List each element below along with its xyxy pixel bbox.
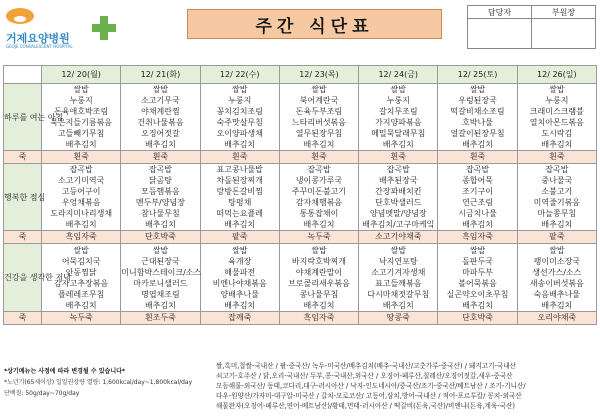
- dish: 마카로니샐러드: [133, 278, 188, 288]
- hospital-logo: [4, 6, 122, 50]
- dinner-menu-cell: [200, 244, 279, 312]
- dish: 쌀밥: [390, 245, 406, 255]
- porridge-item: 흰조두죽: [121, 312, 200, 325]
- dinner-menu-cell: [121, 244, 200, 312]
- origin-line: 쌀,흑미,찹쌀-국내산 / 팥-중국산/ 녹두-미국산/배추김치(배추-국내산/고춧가루-중국산) / 돼지고기-국내산: [216, 362, 516, 370]
- dish: 마파두부: [462, 267, 493, 277]
- dish: 얼갈이된장무침: [450, 129, 505, 138]
- origin-line: 다우-원양산/가자미-대구알-미국산 / 갈치-모로코산/ 고등어,삼치,방어-국내산 / 적어-포르투칼/ 꽁치-외국산: [216, 392, 522, 400]
- dinner-menu-cell: [279, 244, 358, 312]
- dish: 야채계란말이: [295, 267, 343, 277]
- approval-box: [467, 5, 596, 49]
- dish: 실곤약오이초무침: [446, 289, 509, 299]
- logo-name: 거제요양병원: [6, 32, 70, 45]
- dish: 중나물국: [541, 176, 573, 185]
- porridge-item: 팥죽: [517, 231, 596, 244]
- dish: 오이양파생채: [216, 129, 263, 138]
- porridge-item: 녹두죽: [279, 231, 358, 244]
- dish: 숙주맛살무침: [216, 118, 263, 127]
- breakfast-menu-cell: [359, 84, 438, 151]
- lunch-label: 행복한 점심: [4, 164, 42, 231]
- dish: 쌀밥: [311, 85, 327, 94]
- approval-manager-sign: [468, 19, 532, 49]
- dish: 배추김치: [541, 220, 573, 229]
- dish: 잡곡밥: [307, 165, 331, 174]
- dish: 쌀밥: [469, 245, 486, 255]
- medical-cross-icon: [92, 16, 116, 40]
- dish: 닭곰탕: [148, 176, 173, 185]
- dish: 배추김치: [224, 220, 256, 229]
- porridge-item: 흰죽: [200, 151, 279, 164]
- dinner-menu-cell: [42, 244, 121, 312]
- dish: 배추김치: [303, 220, 335, 229]
- dish: 배추김치: [144, 220, 176, 229]
- lunch-menu-cell: [517, 164, 596, 231]
- dish: 느타리버섯볶음: [291, 118, 347, 127]
- porridge-item: 흰죽: [121, 151, 200, 164]
- dish: 표고들깨볶음: [375, 278, 422, 288]
- porridge-item: 단호박죽: [438, 312, 517, 325]
- breakfast-label: 하루를 여는 아침: [4, 84, 42, 151]
- dinner-menu-cell: [438, 244, 517, 312]
- dish: 배추김치: [144, 140, 176, 149]
- lunch-menu-cell: [279, 164, 358, 231]
- dish: 콩나물무침: [299, 289, 339, 299]
- dish: 잡곡밥: [545, 165, 569, 174]
- dish: 호박나물: [462, 118, 493, 127]
- dish: 오징어젓갈: [141, 129, 180, 138]
- lunch-menu-cell: [121, 164, 200, 231]
- breakfast-menu-cell: [438, 84, 517, 151]
- dish: 마늘쫑무침: [537, 209, 577, 218]
- dish: 비엔나야채볶음: [212, 278, 267, 288]
- date-header: 12/ 25(토): [438, 66, 517, 84]
- dish: 단호박샐러드: [375, 198, 422, 207]
- dish: 모듬햄볶음: [141, 187, 180, 196]
- dish: 배추김치/고구마케잌: [362, 220, 435, 229]
- dish: 감자채햄볶음: [295, 198, 343, 207]
- dish: 떡갈비채소조림: [450, 107, 505, 116]
- dish: 배추김치: [541, 140, 573, 149]
- porridge-item: 흰죽: [42, 151, 121, 164]
- dish: 배추김치: [462, 140, 493, 149]
- dish: 차돌된장찌개: [216, 176, 263, 185]
- dish: 연근조림: [462, 198, 493, 207]
- dish: 소고기겨자생채: [371, 267, 426, 277]
- origin-line: 쇠고기-호주산 / 닭,오리-국내산/ 두부,콩-국내산,외국산 / 오징어-페루산,칠레산/오징어젓갈,새우-중국산: [216, 372, 513, 380]
- change-notice: *상기메뉴는 사정에 따라 변경될 수 있습니다*: [4, 368, 126, 375]
- dish: 다시마채젓갈무침: [367, 289, 430, 299]
- dish: 배추김치: [382, 140, 414, 149]
- dish: 팽이미소장국: [533, 256, 581, 266]
- dish: 배추김치: [462, 220, 493, 229]
- porridge-item: 소고기야채죽: [359, 231, 438, 244]
- dish: 쌀밥: [549, 85, 565, 94]
- porridge-item: 오리야채죽: [517, 312, 596, 325]
- approval-director-sign: [532, 19, 596, 49]
- date-header: 12/ 23(목): [279, 66, 358, 84]
- dish: 숙음배추나물: [533, 289, 581, 299]
- dish: 미니함박스테이크/소스: [121, 267, 202, 277]
- porridge-item: 단호박죽: [121, 231, 200, 244]
- dish: 야채계란찜: [141, 107, 180, 116]
- dish: 고들빼기무침: [57, 129, 105, 138]
- dish: 열치아몬드볶음: [529, 118, 584, 127]
- date-header: 12/ 22(수): [200, 66, 279, 84]
- dish: 고등어구이: [61, 187, 101, 196]
- dish: 쌀밥: [469, 85, 486, 94]
- dish: 배추김치: [303, 300, 335, 310]
- dish: 갈치무조림: [378, 107, 418, 116]
- dish: 배추김치: [382, 300, 414, 310]
- lunch-menu-cell: [359, 164, 438, 231]
- logo-mark-icon: [6, 8, 34, 24]
- porridge-item: 녹두죽: [42, 312, 121, 325]
- dish: 쌀밥: [73, 245, 89, 255]
- dish: 조기구이: [462, 187, 493, 196]
- porridge-label: 죽: [4, 312, 42, 325]
- dish: 표고콩나물밥: [216, 165, 263, 174]
- dish: 배추김치: [65, 220, 97, 229]
- dish: 소고기무국: [141, 96, 180, 105]
- date-header-row: [4, 66, 597, 84]
- page-title: 주간 식단표: [255, 16, 374, 37]
- dish: 누룽지: [228, 96, 252, 105]
- weekly-menu-table: [3, 65, 597, 325]
- dish: 배추김치: [144, 300, 176, 310]
- origin-info: [216, 361, 598, 411]
- dish: 시금치나물: [458, 209, 497, 218]
- dish: 양배추나물: [220, 289, 260, 299]
- dish: 쌀밥: [231, 85, 248, 94]
- breakfast-menu-cell: [279, 84, 358, 151]
- origin-line: 해물완자(오징어-페루산,연어-베트남산)/황태,먼태-러시아산 / 떡갈비(돈육,국산)/비엔나(돈육,계육-국산): [216, 402, 515, 410]
- breakfast-row: [4, 84, 597, 151]
- porridge-item: 땅콩죽: [359, 312, 438, 325]
- date-header: 12/ 26(일): [517, 66, 596, 84]
- dinner-label: 건강을 생각한 저녁: [4, 244, 42, 312]
- porridge-item: 흑임자죽: [279, 312, 358, 325]
- lunch-menu-cell: [438, 164, 517, 231]
- dish: 배추김치: [541, 300, 573, 310]
- porridge-label: 죽: [4, 151, 42, 164]
- dish: 참나물무침: [141, 209, 180, 218]
- dish: 주꾸미돈불고기: [291, 187, 347, 196]
- breakfast-menu-cell: [42, 84, 121, 151]
- logo-subtitle: GEOJE CONVALESCENT HOSPITAL: [6, 44, 73, 49]
- dish: 쌀밥: [152, 85, 169, 94]
- porridge-item: 흑임자죽: [42, 231, 121, 244]
- dish: 잡곡밥: [465, 165, 490, 174]
- dish: 묵은지들기름볶음: [50, 118, 113, 127]
- header-corner: [4, 66, 42, 84]
- dinner-row: [4, 244, 597, 312]
- dish: 해물파전: [224, 267, 256, 277]
- date-header: 12/ 20(월): [42, 66, 121, 84]
- dish: 멘두부/양념장: [135, 198, 185, 207]
- dish: 도라지미나리생채: [50, 209, 113, 218]
- dish: 크래미스크램블: [529, 107, 584, 116]
- dinner-porridge-row: [4, 312, 597, 325]
- dish: 잡곡밥: [386, 165, 410, 174]
- dish: 열무된장무침: [295, 129, 343, 138]
- dish: 메밀묵달래무침: [371, 129, 426, 138]
- dish: 육개장: [228, 256, 252, 266]
- origin-line: 모듬해물-외국산/ 동태,코다리,대구-러시아산 / 낙지-인도네시아/중국산/조기-중국산/베트남산 / 조기-기니산/: [216, 382, 526, 390]
- dish: 우렁된장국: [458, 96, 497, 105]
- dish: 미역줄기볶음: [533, 198, 581, 207]
- dish: 가지양파볶음: [375, 118, 422, 127]
- dish: 우엉채볶음: [61, 198, 101, 207]
- dish: 쌀밥: [549, 245, 565, 255]
- dinner-menu-cell: [359, 244, 438, 312]
- dish: 근대된장국: [141, 256, 180, 266]
- dish: 쌀밥: [390, 85, 406, 94]
- dish: 어묵김치국: [61, 256, 101, 266]
- dish: 새송이버섯볶음: [529, 278, 584, 288]
- dish: 누룽지: [69, 96, 93, 105]
- dish: 냉이콩가루국: [295, 176, 343, 185]
- lunch-row: [4, 164, 597, 231]
- porridge-item: 잡깨죽: [200, 312, 279, 325]
- dish: 도시락김: [541, 129, 573, 138]
- dish: 쌀밥: [231, 245, 248, 255]
- approval-director-label: 부원장: [532, 6, 596, 19]
- dish: 쌀밥: [152, 245, 169, 255]
- date-header: 12/ 24(금): [359, 66, 438, 84]
- title-banner: [187, 9, 442, 39]
- date-header: 12/ 21(화): [121, 66, 200, 84]
- dish: 소고기미역국: [57, 176, 105, 185]
- approval-manager-label: 담당자: [468, 6, 532, 19]
- dish: 쌀밥: [73, 85, 89, 94]
- dish: 감자고추장볶음: [54, 278, 109, 288]
- dish: 돌판두국: [462, 256, 493, 266]
- lunch-menu-cell: [200, 164, 279, 231]
- dish: 돈육두부조림: [295, 107, 343, 116]
- dish: 배추김치: [462, 300, 493, 310]
- dish: 누룽지: [386, 96, 410, 105]
- dish: 바지락호박찌개: [291, 256, 347, 266]
- porridge-item: 흰죽: [279, 151, 358, 164]
- dish: 소불고기: [541, 187, 573, 196]
- dish: 건취나물볶음: [137, 118, 184, 127]
- porridge-item: 팥죽: [200, 231, 279, 244]
- lunch-menu-cell: [42, 164, 121, 231]
- dish: 배추김치: [65, 300, 97, 310]
- dish: 생선가스/소스: [532, 267, 582, 277]
- dish: 잡곡밥: [69, 165, 93, 174]
- dish: 랑방돈갈비찜: [216, 187, 263, 196]
- porridge-item: 흑임자죽: [438, 231, 517, 244]
- lunch-porridge-row: [4, 231, 597, 244]
- dish: 배추김치: [303, 140, 335, 149]
- dish: 떠먹는요플레: [216, 209, 263, 218]
- dish: 배추김치: [224, 300, 256, 310]
- dish: 낙지연포탕: [378, 256, 418, 266]
- porridge-item: 흰죽: [359, 151, 438, 164]
- dish: 볼어묵볶음: [458, 278, 497, 288]
- porridge-item: 흰죽: [438, 151, 517, 164]
- breakfast-menu-cell: [121, 84, 200, 151]
- dish: 브로콜리새우볶음: [288, 278, 350, 288]
- dish: 북어계란국: [299, 96, 339, 105]
- dish: 배추김치: [65, 140, 97, 149]
- porridge-item: 흰죽: [517, 151, 596, 164]
- dish: 명엽채조림: [141, 289, 180, 299]
- porridge-label: 죽: [4, 231, 42, 244]
- dish: 누룽지: [545, 96, 569, 105]
- dish: 배추된장국: [378, 176, 418, 185]
- breakfast-menu-cell: [517, 84, 596, 151]
- dish: 간장꽈배치킨: [375, 187, 422, 196]
- dish: 잡곡밥: [148, 165, 173, 174]
- dish: 돈육애호박조림: [54, 107, 109, 116]
- breakfast-porridge-row: [4, 151, 597, 164]
- dinner-menu-cell: [517, 244, 596, 312]
- breakfast-menu-cell: [200, 84, 279, 151]
- dish: 종합어묵: [462, 176, 493, 185]
- dish: 안동찜닭: [65, 267, 97, 277]
- dish: 플레레조무침: [57, 289, 105, 299]
- dish: 쌀밥: [311, 245, 327, 255]
- dish: 양념멧말/양념장: [369, 209, 427, 218]
- dish: 배추김치: [224, 140, 256, 149]
- dish: 탕평채: [228, 198, 252, 207]
- notes: [4, 366, 214, 399]
- dish: 꽁치김치조림: [216, 107, 263, 116]
- dish: 통통잡채이: [299, 209, 339, 218]
- protein-recommendation: 단백질: 50g/day~70g/day: [4, 390, 80, 397]
- energy-recommendation: *노년기(65세이상) 일일권장량 열량: 1,600kcal/day~1,800kcal/day: [4, 379, 193, 386]
